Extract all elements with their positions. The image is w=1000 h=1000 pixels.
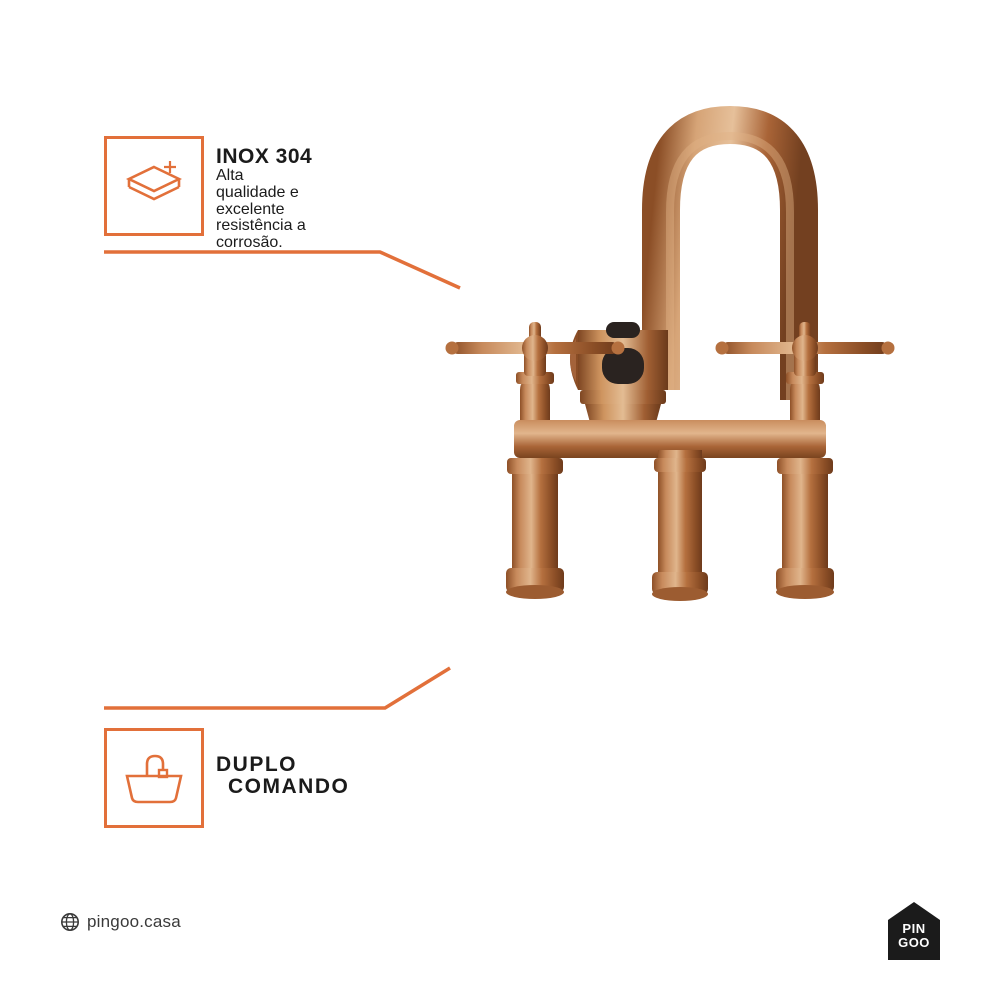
footer-brand <box>60 912 181 932</box>
globe-icon <box>60 912 80 932</box>
layers-shine-icon <box>123 157 185 215</box>
pingoo-logo-line2: GOO <box>898 935 930 950</box>
pingoo-logo-line1: PIN <box>902 921 926 936</box>
feature-inox304-description: Alta qualidade e excelente resistência a corrosão. <box>216 167 306 252</box>
feature-duplo-comando-title-line1: DUPLO <box>216 753 297 776</box>
pingoo-logo <box>886 900 942 962</box>
feature-duplo-comando <box>104 728 350 828</box>
feature-inox304 <box>104 136 313 252</box>
feature-inox304-text <box>216 146 312 252</box>
footer-brand-text: pingoo.casa <box>87 912 181 931</box>
feature-inox304-icon-box <box>104 136 204 236</box>
feature-duplo-comando-icon-box <box>104 728 204 828</box>
feature-duplo-comando-title-line2: COMANDO <box>228 775 350 799</box>
feature-inox304-title: INOX 304 <box>216 145 313 168</box>
faucet-illustration <box>430 90 910 690</box>
feature-duplo-comando-text <box>216 754 349 798</box>
sink-faucet-icon <box>121 748 187 808</box>
